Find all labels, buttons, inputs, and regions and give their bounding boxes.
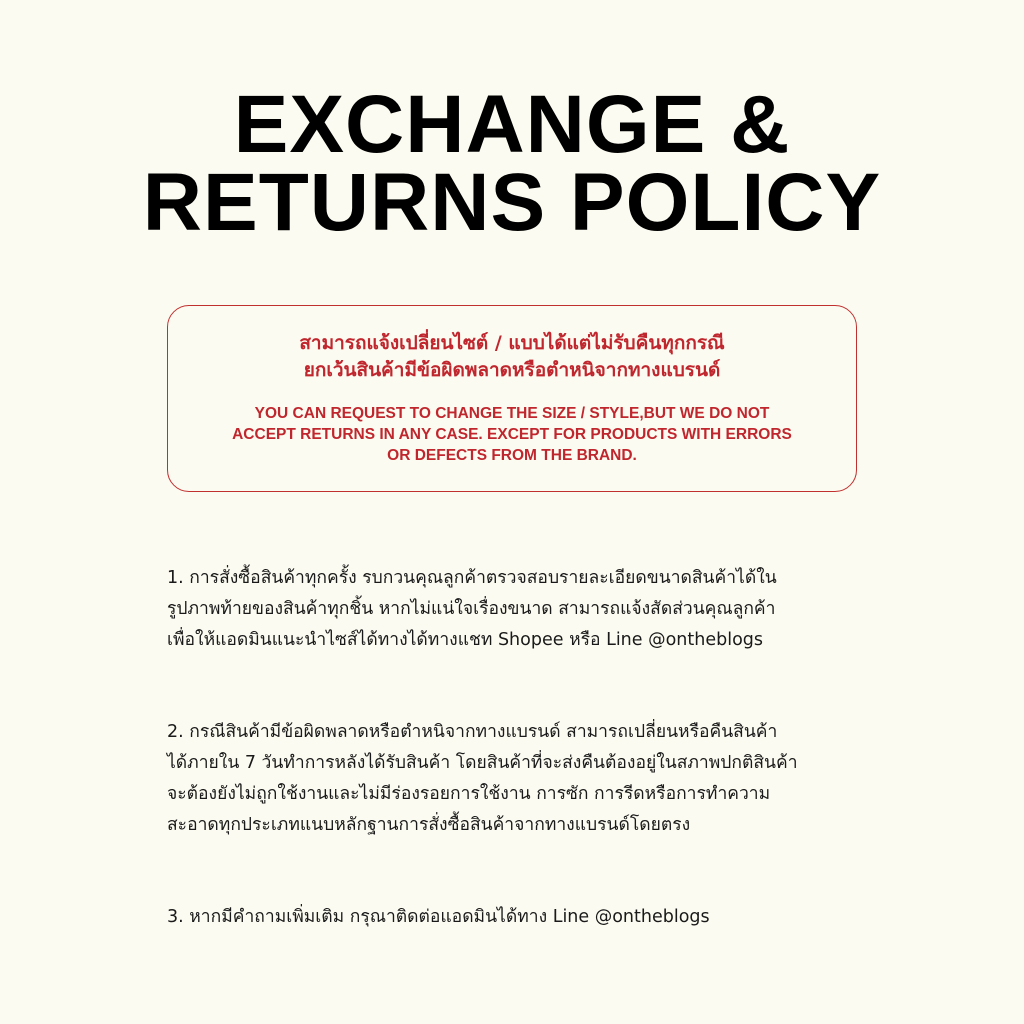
notice-thai-line: ยกเว้นสินค้ามีข้อผิดพลาดหรือตำหนิจากทางแบรนด์ <box>303 359 721 381</box>
policy-line: 3. หากมีคำถามเพิ่มเติม กรุณาติดต่อแอดมินได้ทาง Line @ontheblogs <box>167 907 710 927</box>
policy-item-3 <box>167 902 867 933</box>
notice-english-line: YOU CAN REQUEST TO CHANGE THE SIZE / STYLE,BUT WE DO NOT <box>254 405 770 422</box>
policy-line: รูปภาพท้ายของสินค้าทุกชิ้น หากไม่แน่ใจเรื่องขนาด สามารถแจ้งสัดส่วนคุณลูกค้า <box>167 599 776 619</box>
notice-thai-text <box>168 330 856 384</box>
policy-item-2 <box>167 717 867 841</box>
page-title <box>0 79 1024 248</box>
title-line-2: RETURNS POLICY <box>142 157 882 248</box>
notice-english-line: ACCEPT RETURNS IN ANY CASE. EXCEPT FOR PRODUCTS WITH ERRORS <box>232 426 792 443</box>
policy-line: สะอาดทุกประเภทแนบหลักฐานการสั่งซื้อสินค้าจากทางแบรนด์โดยตรง <box>167 815 691 835</box>
policy-line: 2. กรณีสินค้ามีข้อผิดพลาดหรือตำหนิจากทางแบรนด์ สามารถเปลี่ยนหรือคืนสินค้า <box>167 722 778 742</box>
notice-english-line: OR DEFECTS FROM THE BRAND. <box>387 447 637 464</box>
policy-item-1 <box>167 563 867 656</box>
notice-english-text <box>168 403 856 466</box>
policy-line: ได้ภายใน 7 วันทำการหลังได้รับสินค้า โดยสินค้าที่จะส่งคืนต้องอยู่ในสภาพปกติสินค้า <box>167 753 798 773</box>
policy-line: จะต้องยังไม่ถูกใช้งานและไม่มีร่องรอยการใช้งาน การซัก การรีดหรือการทำความ <box>167 784 771 804</box>
title-line-1: EXCHANGE & <box>233 79 791 170</box>
policy-line: เพื่อให้แอดมินแนะนำไซส์ได้ทางได้ทางแชท Shopee หรือ Line @ontheblogs <box>167 630 764 650</box>
policy-line: 1. การสั่งซื้อสินค้าทุกครั้ง รบกวนคุณลูกค้าตรวจสอบรายละเอียดขนาดสินค้าได้ใน <box>167 568 777 588</box>
policy-notice-box <box>167 305 857 492</box>
notice-thai-line: สามารถแจ้งเปลี่ยนไซต์ / แบบได้แต่ไม่รับคืนทุกกรณี <box>299 332 725 354</box>
